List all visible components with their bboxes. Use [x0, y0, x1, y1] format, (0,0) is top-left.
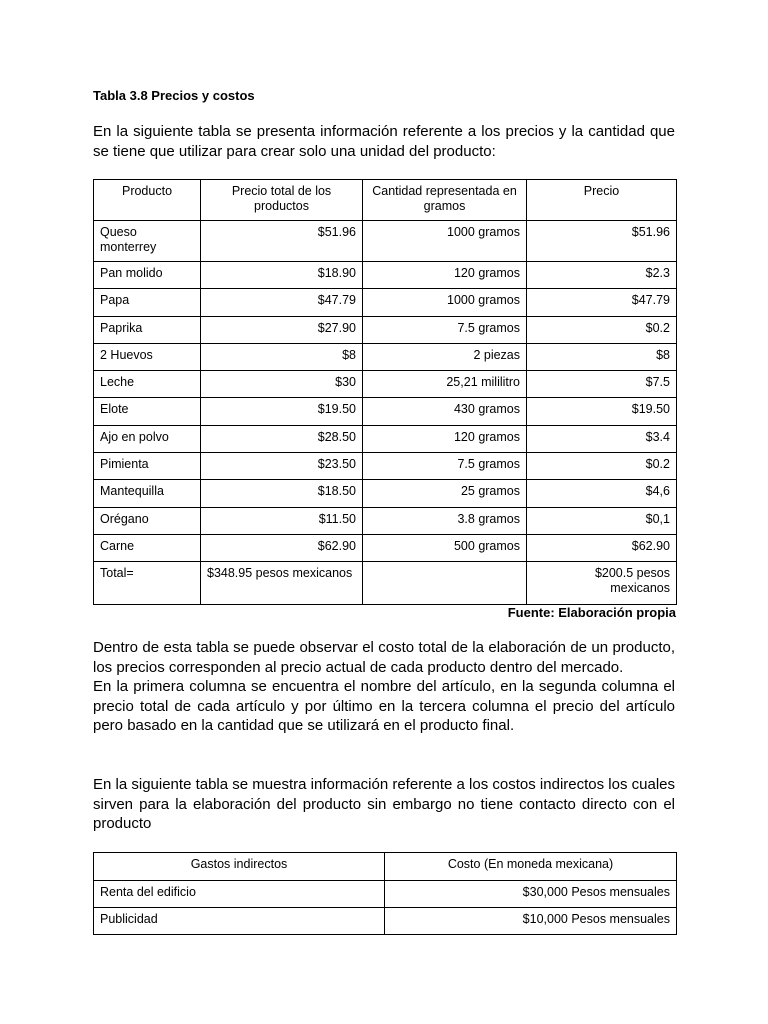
cell-cantidad: 25,21 mililitro — [363, 371, 527, 398]
cell-cantidad: 1000 gramos — [363, 221, 527, 262]
cell-cantidad: 7.5 gramos — [363, 453, 527, 480]
cell-producto: Ajo en polvo — [94, 425, 201, 452]
cell-precio-total: $18.50 — [201, 480, 363, 507]
cell-cantidad: 500 gramos — [363, 534, 527, 561]
cell-producto: Queso monterrey — [94, 221, 201, 262]
cell-precio-total: $28.50 — [201, 425, 363, 452]
cell-cantidad: 120 gramos — [363, 425, 527, 452]
cell-precio-total: $23.50 — [201, 453, 363, 480]
cell-precio: $2.3 — [527, 262, 677, 289]
cell-cantidad: 3.8 gramos — [363, 507, 527, 534]
intro-paragraph: En la siguiente tabla se presenta información referente a los precios y la cantidad que se tiene que utilizar para crear solo una unidad del producto: — [93, 123, 675, 160]
table-row — [94, 480, 677, 507]
cell-costo: $10,000 Pesos mensuales — [385, 908, 677, 935]
cell-gasto: Renta del edificio — [94, 881, 385, 908]
cell-precio-total: $18.90 — [201, 262, 363, 289]
cell-producto: Mantequilla — [94, 480, 201, 507]
cell-cantidad: 25 gramos — [363, 480, 527, 507]
table-row — [94, 289, 677, 316]
cell-precio: $4,6 — [527, 480, 677, 507]
total-sum: $348.95 pesos mexicanos — [201, 562, 363, 605]
cell-producto: Elote — [94, 398, 201, 425]
table-row — [94, 221, 677, 262]
header-costo: Costo (En moneda mexicana) — [385, 853, 677, 881]
cell-precio: $8 — [527, 343, 677, 370]
explanation-paragraph — [93, 638, 675, 736]
cell-gasto: Publicidad — [94, 908, 385, 935]
explanation-line-1: Dentro de esta tabla se puede observar el costo total de la elaboración de un producto, los precios corresponden al precio actual de cada producto dentro del mercado. — [93, 639, 675, 676]
cell-producto: Orégano — [94, 507, 201, 534]
header-precio-total: Precio total de los productos — [201, 180, 363, 221]
indirect-costs-table — [93, 852, 677, 935]
table-header-row — [94, 853, 677, 881]
cell-precio-total: $8 — [201, 343, 363, 370]
table-row — [94, 371, 677, 398]
cell-producto: Papa — [94, 289, 201, 316]
cell-cantidad: 2 piezas — [363, 343, 527, 370]
cell-precio-total: $62.90 — [201, 534, 363, 561]
cell-precio: $0,1 — [527, 507, 677, 534]
total-row — [94, 562, 677, 605]
table-row — [94, 507, 677, 534]
table-row — [94, 881, 677, 908]
cell-precio-total: $11.50 — [201, 507, 363, 534]
cell-cantidad: 430 gramos — [363, 398, 527, 425]
table-row — [94, 398, 677, 425]
cell-precio: $0.2 — [527, 316, 677, 343]
prices-table — [93, 179, 677, 605]
header-gastos: Gastos indirectos — [94, 853, 385, 881]
total-precio: $200.5 pesos mexicanos — [527, 562, 677, 605]
table-caption: Tabla 3.8 Precios y costos — [93, 88, 255, 103]
cell-cantidad: 120 gramos — [363, 262, 527, 289]
table-row — [94, 453, 677, 480]
cell-producto: Pan molido — [94, 262, 201, 289]
total-label: Total= — [94, 562, 201, 605]
cell-producto: Paprika — [94, 316, 201, 343]
cell-precio: $62.90 — [527, 534, 677, 561]
header-cantidad: Cantidad representada en gramos — [363, 180, 527, 221]
table-row — [94, 908, 677, 935]
table-row — [94, 534, 677, 561]
table-row — [94, 316, 677, 343]
cell-cantidad: 1000 gramos — [363, 289, 527, 316]
total-empty — [363, 562, 527, 605]
cell-precio: $19.50 — [527, 398, 677, 425]
indirect-costs-intro: En la siguiente tabla se muestra información referente a los costos indirectos los cuales sirven para la elaboración del producto sin embargo no tiene contacto directo con el producto — [93, 776, 675, 832]
header-producto: Producto — [94, 180, 201, 221]
cell-precio-total: $47.79 — [201, 289, 363, 316]
cell-producto: Leche — [94, 371, 201, 398]
cell-precio-total: $19.50 — [201, 398, 363, 425]
cell-producto: 2 Huevos — [94, 343, 201, 370]
cell-precio-total: $51.96 — [201, 221, 363, 262]
table-source: Fuente: Elaboración propia — [507, 605, 676, 620]
cell-costo: $30,000 Pesos mensuales — [385, 881, 677, 908]
cell-cantidad: 7.5 gramos — [363, 316, 527, 343]
table-header-row — [94, 180, 677, 221]
cell-precio-total: $27.90 — [201, 316, 363, 343]
table-row — [94, 425, 677, 452]
cell-precio: $51.96 — [527, 221, 677, 262]
cell-producto: Carne — [94, 534, 201, 561]
cell-precio: $3.4 — [527, 425, 677, 452]
cell-precio-total: $30 — [201, 371, 363, 398]
header-precio: Precio — [527, 180, 677, 221]
cell-precio: $0.2 — [527, 453, 677, 480]
cell-precio: $47.79 — [527, 289, 677, 316]
table-row — [94, 262, 677, 289]
cell-producto: Pimienta — [94, 453, 201, 480]
cell-precio: $7.5 — [527, 371, 677, 398]
explanation-line-2: En la primera columna se encuentra el nombre del artículo, en la segunda columna el precio total de cada artículo y por último en la tercera columna el precio del artículo pero basado en la cantidad que se utilizará en el producto final. — [93, 678, 675, 734]
table-row — [94, 343, 677, 370]
